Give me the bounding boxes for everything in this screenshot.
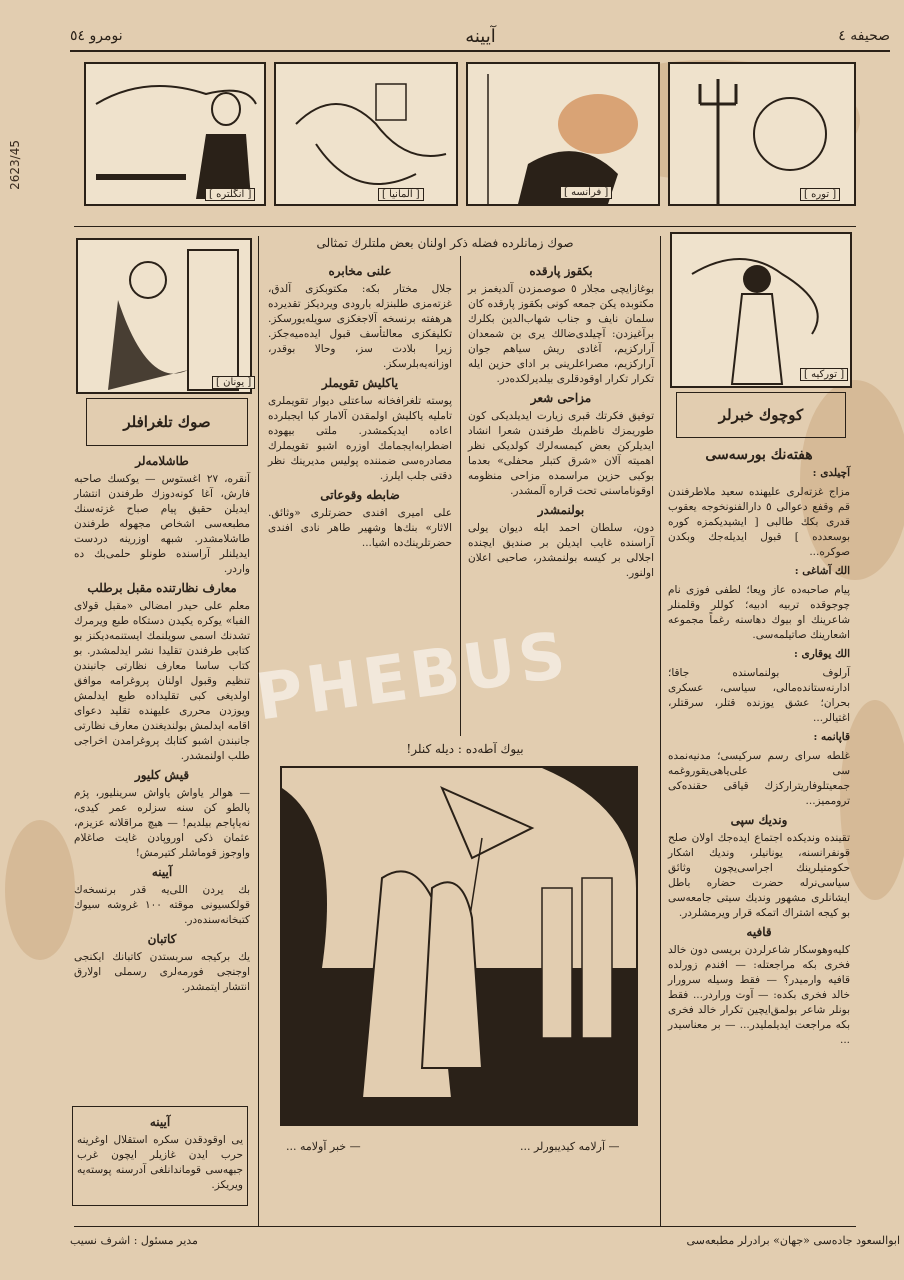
item-body: آرلوف بولنماسنده جاقا؛ ادارنه‌ستانده‌مالی، سیاسی، عسکری بحران؛ عشق یوزنده قتلر، سرقتلر، اغتیالر... — [668, 667, 850, 724]
section-title: کاتبان — [147, 932, 177, 946]
page-number: صحیفه ٤ — [838, 28, 890, 44]
cartoon-greece — [76, 238, 252, 394]
item-label: آچیلدی : — [812, 467, 850, 479]
section-body: — هوالر یاواش یاواش سرینلیور، پژم پالطو کن سنه سزلره عمر کیدی، نه‌یاپاجم بیلدیم! — هیچ مراقلانه عزیزم، عثمان ذکی اوروپادن غایت صاغلام واوجوز قوماشلر کتیرمش! — [74, 787, 250, 859]
caption-france: [ فرانسه ] — [560, 186, 612, 199]
section-title: طاشلامه‌لر — [135, 454, 189, 468]
column-rule — [660, 236, 661, 1226]
item-body: غلطه سرای رسم سرکیسی؛ مدنیه‌نمده سی علی‌یاهی‌یقوروغمه جمعیتلوفاریترارکزك قیاقی حقنده‌کی تروممیز... — [668, 750, 850, 807]
item-body: پیام صاحبه‌ده عاز ویعا؛ لطفی فوزی نام چوجوقده تربیه ادبیه؛ کوللر وقلمنلر شاعرینك او بیوك دهاسنه رغماً مجموعه اشعارینك صاتیلمه‌سی. — [668, 584, 850, 641]
section-body: پوسته تلغرافخانه ساعتلی دیوار تقویملری تاملیه یاکلیش اولمقدن آلامار کبا ایجبلرده اعاده ایدیکمشدر. ملتی بیهوده اضطرابه‌ایجمامك اوزره اشبو تقویملرك مصادره‌سی ضمننده پولیس مدیرینك نظر دقتی جلب ایلرز. — [268, 395, 452, 482]
caption-england: [ انگلتره ] — [205, 188, 255, 201]
advert-body: یی اوقودقدن سکره استقلال اوغرینه حرب ایدن غازیلر ایچون غرب جبهه‌سی قوماندانلغی آدرسنه پوسته‌یه ویریکز. — [77, 1134, 243, 1191]
section-body: بوغازایچی مجلار ٥ صوصمزدن آلدیغمز بر مکتوبده یکن جمعه کونی بکقوز پارقده کان سلمان نایف و جناب شهاب‌الدین بکلرك برآغیزدن: آچیلدی‌ضالك یری بن شمعدان آرارکزیم، آغادی ریش سیاهم جوان آرارکزیم، مصراعلرینی بر ادای حزین ایله تکرار تکرار اوقودقلری بیلدیرلکده‌در. — [468, 283, 654, 385]
item-label: الك آشاغی : — [794, 565, 850, 577]
news-heading-text: کوچوك خبرلر — [718, 406, 804, 424]
editor-line: مدیر مسئول : اشرف نسیب — [70, 1234, 198, 1247]
middle-left-column — [268, 260, 452, 555]
section-body: کلیه‌وهوسکار شاعرلردن بریسی دون خالد فخری بکه مراجعتله: — افندم زورلده قافیه وارمیدر؟ — فقط وسیله سرورار خالد فخری بکده: — آوت وراردر... فقط بونلر شاعر بولمق‌ایچین تکرار خالد فخری بکه مراجعت ایدیلملیدر... — بر معناسیدر ... — [668, 944, 850, 1046]
caption-turkey-caricature: [ تورکیه ] — [800, 368, 848, 381]
section-title: بکقوز پارقده — [529, 264, 593, 278]
section-title: هفته‌نك بورسه‌سی — [705, 447, 813, 463]
footer — [70, 1234, 900, 1247]
section-title: ضابطه وقوعاتی — [320, 488, 400, 502]
section-title: وندیك سپی — [730, 813, 788, 827]
caption-germany: [ آلمانیا ] — [378, 188, 424, 201]
advert-box — [72, 1106, 248, 1206]
caption-greece: [ یونان ] — [212, 376, 255, 389]
cartoon-turkey — [668, 62, 856, 206]
banner-title: صوك زمانلرده فضله ذکر اولنان بعض ملتلرك تمثالی — [316, 236, 574, 250]
section-body: جلال مختار بکه: مکتوبکزی آلدق، غزته‌مزی طلبنزله بارودی ویردیکز تقدیرده هرهفته برنسخه آلاجغکزی سویله‌یورسکز. تکلیفکزی معالتأسف قبول ایده‌میه‌جکز. زیرا بلادت سز، وحالا بوقدر، اوزانه‌یه‌بلرسکز. — [268, 283, 452, 370]
section-title: معارف نظارتنده مقبل برطلب — [87, 581, 237, 595]
section-body: یك برکیجه سربستدن کاتبانك ایکنجی اوجنجی فورمه‌لری رسملی اولارق انتشار ایتمشدر. — [74, 951, 250, 993]
stain — [5, 820, 75, 960]
right-column — [668, 444, 850, 1052]
section-title: علنی مخابره — [328, 264, 392, 278]
section-title: مزاحی شعر — [530, 391, 592, 405]
cartoon-turkey-caricature — [670, 232, 852, 388]
section-body: آنقره، ٢٧ اغستوس — یوکسك صاحبه فارش، آغا کونه‌دوزك طرفندن انتشار ایدیلن حقیق پیام صباح غزته‌سنك مطبعه‌سی اشخاص مجهوله طرفندن طاشلامشدر. شبهه اوزرینه دردست ایدیلنلر آراسنده طونلو حلمی‌بك ده واردر. — [74, 473, 250, 575]
column-rule — [258, 236, 259, 1226]
section-title: آیینه — [151, 865, 173, 879]
item-label: الك یوقاری : — [793, 648, 850, 660]
main-cartoon-caption-right: — آرلامه کیدیبورلر ... — [520, 1140, 620, 1153]
archive-note: 2623/45 — [8, 140, 22, 190]
section-title: قیش کلیور — [134, 768, 190, 782]
telegraph-heading-text: صوك تلغرافلر — [123, 413, 211, 431]
section-body: تقینده وندیکده اجتماع ایده‌جك اولان صلح قونفرانسنه، یونانیلر، وندیك اشکار حکومتیلرینك اجراسی‌یچون وثائق سیاسی‌نرله حضرت حضاره باطل ایشانلری مشهور وندیك سیتی جامعه‌سی بو کیجه اشتراك اتمکه قرار ویرمشلردر. — [668, 832, 850, 919]
telegraph-heading — [86, 398, 248, 446]
caption-turkey: [ توره ] — [800, 188, 840, 201]
newspaper-title: آیینه — [465, 25, 496, 47]
section-body: توفیق فکرتك قبری زیارت ایدیلدیکی کون طوریمزك ناظم‌بك طرفندن شعرا انشاد ایدیلرکن بعض کیمسه‌لرك کولدیکی نظر اهمیته آلان «شرق کتبلر محفلی» بعدما بوکبی حزین مراسمده مزاحی منظومه اوقوناماسنی تحت قراره آلمشدر. — [468, 410, 654, 497]
masthead — [70, 22, 890, 52]
news-heading — [676, 392, 846, 438]
rule — [74, 226, 856, 227]
section-title: بولنمشدر — [537, 503, 585, 517]
main-cartoon — [280, 766, 638, 1126]
section-body: معلم علی حیدر امضالی «مقبل قولای الفبا» یوکره یکیدن دستکاه طبع ویرمرك تشدنك اسمی سویلنمك ایستنمه‌دیکنز بو کتابی طرفندن تقلیدا نشر ایدلمشدر. بو کتاب ساسا معارف نظارتی جانبندن تنظیم وقبول اولنان پروغرامه موافق اولدیغی کبی تقلیداده طبع ایدلمش ویوزدن محرری علیهنده تقلید دعوای اقامه ایدلمش بولندیغندن معارف نظارتی جانبندن اشبو کتابك پروغرامدن اخراجی طلب اولنمشدر. — [74, 600, 250, 762]
main-cartoon-title: بیوك آطه‌ده : دیله کنلر! — [406, 742, 524, 756]
section-body: دون، سلطان احمد ایله دیوان یولی آراسنده غایب ایدیلن بر صندیق ایچنده اجلالی بر کیسه بولنمشدر، صاحبی اعلان اولنور. — [468, 522, 654, 579]
watermark: PHEBUS — [251, 618, 574, 736]
section-title: قافیه — [746, 925, 772, 939]
section-body: علی امیری افندی حضرتلری «وثائق. الاثار» بنك‌ها وشهیر طاهر نادی افندی حضرتلرینك‌ده اشیا... — [268, 507, 452, 549]
item-label: قاپانمه : — [813, 731, 850, 743]
left-column — [74, 450, 250, 999]
advert-title: آیینه — [149, 1115, 171, 1129]
cartoon-germany — [274, 62, 458, 206]
printer-line: ابوالسعود جاده‌سی «جهان» برادرلر مطبعه‌سی — [686, 1234, 900, 1247]
issue-number: نومرو ٥٤ — [70, 28, 123, 44]
item-body: مزاج غزته‌لری علیهنده سعید ملاطرفندن قم وقفع دعوالی ٥ دارالفنونخوجه یعقوب قدری بکك طالبی [ ایشیدیکمزه کوره بوسعدده ] قبول ایدیله‌جك وبکدن صوکره... — [668, 486, 851, 558]
middle-right-column — [468, 260, 654, 585]
main-cartoon-caption-left: — خبر آولامه ... — [286, 1140, 361, 1153]
section-body: بك یردن اللی‌یه قدر برنسخه‌ك قولکسیونی موقته ١٠٠ غروشه سیوك کتبخانه‌سنده‌در. — [74, 884, 250, 926]
cartoon-england — [84, 62, 266, 206]
cartoon-france — [466, 62, 660, 206]
section-title: یاکلیش تقویملر — [321, 376, 399, 390]
rule — [74, 1226, 856, 1227]
